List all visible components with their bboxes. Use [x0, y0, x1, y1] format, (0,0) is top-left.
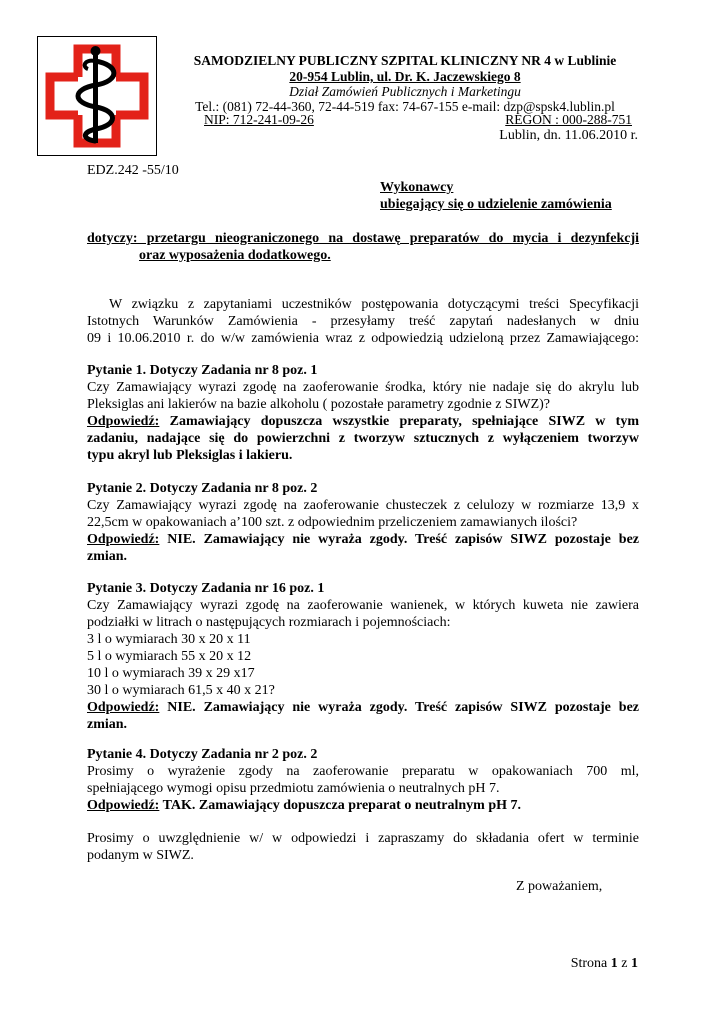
question-1 — [87, 362, 639, 464]
answer-line: zmian. — [87, 549, 128, 564]
intro-line: W związku z zapytaniami uczestników postępowania dotyczącymi treści Specyfikacji — [109, 297, 639, 312]
current-page: 1 — [610, 956, 618, 971]
department-name: Dział Zamówień Publicznych i Marketingu — [289, 84, 521, 99]
question-line: 10 l o wymiarach 39 x 29 x17 — [87, 666, 255, 681]
question-line: Czy Zamawiający wyrazi zgodę na zaoferowanie wanienek, w których kuweta nie zawiera — [87, 598, 639, 613]
answer-label: Odpowiedź: — [87, 532, 160, 547]
question-title: Pytanie 4. Dotyczy Zadania nr 2 poz. 2 — [87, 747, 318, 762]
closing-paragraph — [87, 830, 639, 864]
question-line: spełniającego wymogi opisu przedmiotu zamówienia o neutralnych pH 7. — [87, 781, 500, 796]
hospital-logo — [37, 36, 157, 156]
answer-line: typu akryl lub Pleksiglas i lakieru. — [87, 448, 293, 463]
contact-info: Tel.: (081) 72-44-360, 72-44-519 fax: 74-67-155 e-mail: dzp@spsk4.lublin.pl — [195, 99, 615, 114]
question-title: Pytanie 1. Dotyczy Zadania nr 8 poz. 1 — [87, 363, 318, 378]
question-line: podziałki w litrach o następujących rozmiarach i pojemnościach: — [87, 615, 451, 630]
page-separator: z — [617, 956, 631, 971]
question-title: Pytanie 2. Dotyczy Zadania nr 8 poz. 2 — [87, 481, 318, 496]
recipient-line-1: Wykonawcy — [380, 180, 454, 195]
question-2 — [87, 480, 639, 565]
place-date: Lublin, dn. 11.06.2010 r. — [499, 128, 638, 143]
signoff: Z poważaniem, — [516, 879, 603, 894]
closing-line: Prosimy o uwzględnienie w/ w odpowiedzi i zapraszamy do składania ofert w terminie — [87, 831, 639, 846]
answer-text: NIE. Zamawiający nie wyraża zgody. Treść zapisów SIWZ pozostaje bez — [167, 532, 640, 547]
page-prefix: Strona — [570, 956, 611, 971]
question-3 — [87, 580, 639, 733]
nip-regon-line — [204, 112, 632, 128]
regon-number: REGON : 000-288-751 — [505, 112, 632, 127]
closing-line: podanym w SIWZ. — [87, 848, 194, 863]
answer-label: Odpowiedź: — [87, 414, 160, 429]
answer-line: zadaniu, nadające się do powierzchni z tworzyw sztucznych z wyłączeniem tworzyw — [87, 431, 639, 446]
answer-label: Odpowiedź: — [87, 700, 160, 715]
question-title: Pytanie 3. Dotyczy Zadania nr 16 poz. 1 — [87, 581, 325, 596]
question-line: 30 l o wymiarach 61,5 x 40 x 21? — [87, 683, 275, 698]
nip-number: NIP: 712-241-09-26 — [204, 112, 314, 127]
subject-line-1: dotyczy: przetargu nieograniczonego na dostawę preparatów do mycia i dezynfekcji — [87, 231, 639, 246]
question-line: 22,5cm w opakowaniach a’100 szt. z odpowiednim przeliczeniem zamawianych ilości? — [87, 515, 578, 530]
intro-line: 09 i 10.06.2010 r. do w/w zamówienia wraz z odpowiedzią udzieloną przez Zamawiającego: — [87, 331, 639, 346]
intro-paragraph — [87, 296, 639, 347]
question-line: Czy Zamawiający wyrazi zgodę na zaoferowanie chusteczek z celulozy w rozmiarze 13,9 x — [87, 498, 639, 513]
red-cross-caduceus-icon — [38, 37, 156, 155]
question-line: 5 l o wymiarach 55 x 20 x 12 — [87, 649, 252, 664]
total-pages: 1 — [631, 956, 638, 971]
question-line: Pleksiglas ani lakierów na bazie alkoholu ( pozostałe parametry zgodnie z SIWZ)? — [87, 397, 550, 412]
answer-text: NIE. Zamawiający nie wyraża zgody. Treść zapisów SIWZ pozostaje bez — [167, 700, 640, 715]
reference-number: EDZ.242 -55/10 — [87, 163, 179, 178]
answer-text: Zamawiający dopuszcza wszystkie preparaty, spełniające SIWZ w tym — [169, 414, 639, 429]
answer-line: zmian. — [87, 717, 128, 732]
question-line: Prosimy o wyrażenie zgody na zaoferowanie preparatu w opakowaniach 700 ml, — [87, 764, 639, 779]
answer-label: Odpowiedź: — [87, 798, 160, 813]
recipient-line-2: ubiegający się o udzielenie zamówienia — [380, 197, 612, 212]
page-number — [500, 955, 638, 972]
institution-name: SAMODZIELNY PUBLICZNY SZPITAL KLINICZNY NR 4 w Lublinie — [193, 53, 617, 68]
subject — [87, 230, 639, 264]
institution-address: 20-954 Lublin, ul. Dr. K. Jaczewskiego 8 — [289, 69, 521, 84]
intro-line: Istotnych Warunków Zamówienia - przesyłamy treść zapytań nadesłanych w dniu — [87, 314, 639, 329]
answer-text: TAK. Zamawiający dopuszcza preparat o neutralnym pH 7. — [162, 798, 522, 813]
subject-line-2: oraz wyposażenia dodatkowego. — [139, 248, 331, 263]
question-4 — [87, 746, 639, 814]
question-line: 3 l o wymiarach 30 x 20 x 11 — [87, 632, 251, 647]
question-line: Czy Zamawiający wyrazi zgodę na zaoferowanie środka, który nie nadaje się do akrylu lub — [87, 380, 639, 395]
